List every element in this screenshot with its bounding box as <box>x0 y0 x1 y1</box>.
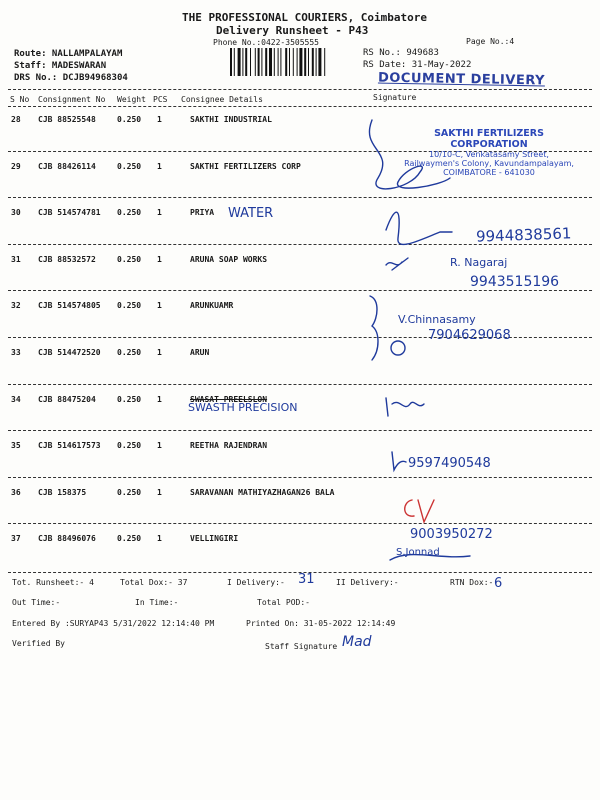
row-sno: 29 <box>11 161 21 171</box>
total-dox: Total Dox:- 37 <box>120 578 188 587</box>
row-consignee: SAKTHI FERTILIZERS CORP <box>190 161 301 171</box>
staff: Staff: MADESWARAN <box>14 61 107 71</box>
col-consignment: Consignment No <box>38 95 106 104</box>
row-consignment-no: CJB 514574781 <box>38 208 101 218</box>
row-weight: 0.250 <box>117 208 142 218</box>
row-pcs: 1 <box>157 487 162 497</box>
row-sno: 33 <box>11 348 21 357</box>
col-signature: Signature <box>373 93 417 102</box>
hw-name-31: R. Nagaraj <box>450 256 508 269</box>
stamp-line1: 10/10-C, Venkatasamy Street, <box>429 150 549 159</box>
signature-34 <box>386 398 424 416</box>
document-delivery-stamp: DOCUMENT DELIVERY <box>377 70 546 89</box>
row-sno: 30 <box>11 208 21 218</box>
row-pcs: 1 <box>157 348 162 357</box>
row-consignee: PRIYA <box>190 208 215 218</box>
row-pcs: 1 <box>157 534 162 544</box>
row-consignment-no: CJB 88525548 <box>38 115 96 124</box>
row-consignment-no: CJB 88475204 <box>38 394 96 404</box>
in-time: In Time:- <box>135 598 179 607</box>
col-weight: Weight <box>117 95 146 104</box>
col-consignee: Consignee Details <box>181 95 263 104</box>
row-pcs: 1 <box>157 394 162 404</box>
row-consignment-no: CJB 88426114 <box>38 161 96 171</box>
row-pcs: 1 <box>157 161 162 171</box>
row-consignee: ARUNKUAMR <box>190 301 234 311</box>
col-sno: S No <box>10 95 30 104</box>
row-pcs: 1 <box>157 254 162 264</box>
row-weight: 0.250 <box>117 441 142 451</box>
row-consignee: VELLINGIRI <box>190 534 239 544</box>
hw-name-34: SWASTH PRECISION <box>188 401 298 414</box>
hw-phone-30: 9944838561 <box>475 224 572 246</box>
hw-phone-37: 9003950272 <box>410 527 493 542</box>
i-delivery-label: I Delivery:- <box>227 578 285 587</box>
hw-water: WATER <box>228 206 274 221</box>
hw-i-delivery: 31 <box>298 572 315 587</box>
signature-30 <box>386 212 452 244</box>
total-pod: Total POD:- <box>257 598 310 607</box>
stamp-line2: Railwaymen's Colony, Kavundampalayam, <box>404 159 574 168</box>
row-consignment-no: CJB 158375 <box>38 487 87 497</box>
row-weight: 0.250 <box>117 534 142 544</box>
row-consignment-no: CJB 514574805 <box>38 301 101 311</box>
hw-phone-32: 7904629068 <box>428 328 511 343</box>
row-sno: 28 <box>11 115 21 124</box>
row-pcs: 1 <box>157 441 162 451</box>
entered-by: Entered By :SURYAP43 5/31/2022 12:14:40 PM <box>12 619 215 628</box>
runsheet-title: Delivery Runsheet - P43 <box>216 24 369 37</box>
row-consignee: REETHA RAJENDRAN <box>190 441 268 451</box>
row-consignee: SAKTHI INDUSTRIAL <box>190 115 272 124</box>
signature-35 <box>392 452 406 470</box>
row-consignment-no: CJB 88532572 <box>38 254 96 264</box>
signature-31 <box>386 258 408 270</box>
row-pcs: 1 <box>157 115 162 124</box>
hw-phone-35: 9597490548 <box>408 456 491 471</box>
row-sno: 34 <box>11 394 21 404</box>
route: Route: NALLAMPALAYAM <box>14 49 123 59</box>
signature-33-circle <box>391 341 405 355</box>
rs-number: RS No.: 949683 <box>363 48 439 58</box>
row-consignee: ARUN <box>190 348 210 357</box>
company-name: THE PROFESSIONAL COURIERS, Coimbatore <box>182 11 428 24</box>
hw-phone-31: 9943515196 <box>470 274 560 290</box>
stamp-line3: COIMBATORE - 641030 <box>443 168 535 177</box>
row-weight: 0.250 <box>117 301 142 311</box>
hw-rtn-dox: 6 <box>494 576 503 591</box>
staff-signature-label: Staff Signature <box>265 642 338 651</box>
hw-staff-signature: Mad <box>342 634 372 650</box>
rtn-dox-label: RTN Dox:- <box>450 578 494 587</box>
row-sno: 31 <box>11 254 21 264</box>
row-consignment-no: CJB 514617573 <box>38 441 101 451</box>
row-weight: 0.250 <box>117 348 142 357</box>
row-pcs: 1 <box>157 301 162 311</box>
ii-delivery-label: II Delivery:- <box>336 578 399 587</box>
row-sno: 35 <box>11 441 21 451</box>
row-weight: 0.250 <box>117 487 142 497</box>
row-consignee: SARAVANAN MATHIYAZHAGAN26 BALA <box>190 487 335 497</box>
verified-by: Verified By <box>12 639 65 648</box>
row-consignee: SWASAT PREELSLON <box>190 394 268 404</box>
printed-on: Printed On: 31-05-2022 12:14:49 <box>246 619 396 628</box>
row-weight: 0.250 <box>117 115 142 124</box>
row-weight: 0.250 <box>117 254 142 264</box>
row-consignee: ARUNA SOAP WORKS <box>190 254 268 264</box>
rs-date: RS Date: 31-May-2022 <box>363 60 472 70</box>
col-pcs: PCS <box>153 95 168 104</box>
row-weight: 0.250 <box>117 161 142 171</box>
out-time: Out Time:- <box>12 598 61 607</box>
row-pcs: 1 <box>157 208 162 218</box>
drs-number: DRS No.: DCJB94968304 <box>14 73 128 83</box>
stamp-company-name: SAKTHI FERTILIZERS CORPORATION <box>434 128 544 150</box>
row-consignment-no: CJB 88496076 <box>38 534 96 544</box>
row-sno: 36 <box>11 487 21 497</box>
page-number: Page No.:4 <box>466 37 515 46</box>
row-sno: 37 <box>11 534 21 544</box>
signature-32-33-bracket <box>370 296 378 360</box>
row-weight: 0.250 <box>117 394 142 404</box>
hw-name-37: S.Jonnad <box>396 547 440 558</box>
phone-number: Phone No.:0422-3505555 <box>213 38 319 47</box>
signature-36 <box>405 500 434 522</box>
hw-name-32: V.Chinnasamy <box>398 313 476 326</box>
tot-runsheet: Tot. Runsheet:- 4 <box>12 578 94 587</box>
row-sno: 32 <box>11 301 21 311</box>
signature-28-29 <box>369 120 450 189</box>
row-consignment-no: CJB 514472520 <box>38 348 101 357</box>
